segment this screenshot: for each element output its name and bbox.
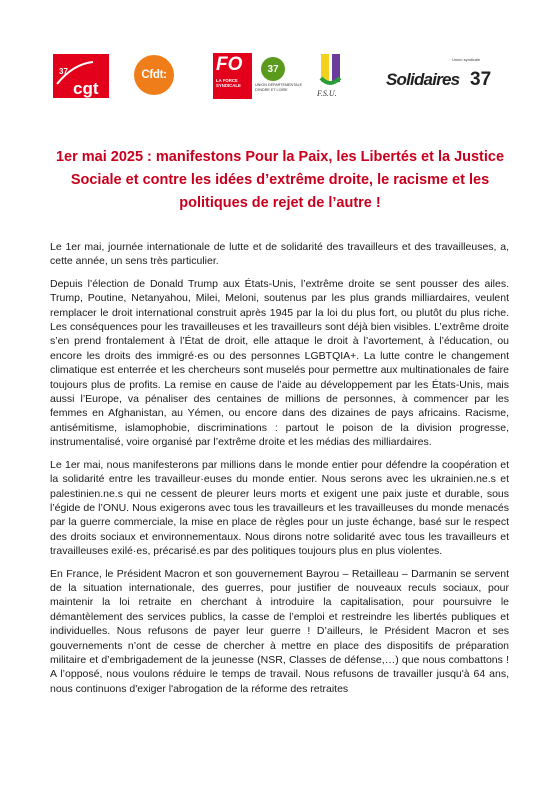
solidaires-word: Solidaires <box>386 70 460 89</box>
cfdt-logo <box>134 55 174 95</box>
fo37-badge: 37 <box>261 57 285 81</box>
fo37-logo <box>255 57 305 97</box>
cgt-label: cgt <box>73 79 99 98</box>
paragraph-mobilisation: Le 1er mai, nous manifesterons par millions dans le monde entier pour défendre la coopération et la solidarité entre les travailleur·euses du monde entier. Nous serons avec les ukrainien.ne.s et palestinien.ne.s qui ne cessent de pleurer leurs morts et exigent une paix juste et durable, sous l’égide de l’ONU. Nous exigerons avec tous les travailleurs et les travailleuses du monde menacés par la guerre commerciale, la mise en place de règles pour un juste échange, basé sur le respect des droits sociaux et environnementaux. Nous dirons notre solidarité avec tous les travailleurs et travailleuses exilé·es, précarisé.es par des politiques toujours plus en plus violentes. <box>50 458 509 558</box>
cfdt-label: Cfdt: <box>141 69 167 81</box>
fo37-text: UNION DÉPARTEMENTALE D'INDRE ET LOIRE <box>255 83 303 92</box>
solidaires-logo <box>386 57 516 90</box>
fo-label: FO <box>216 54 243 75</box>
page-title: 1er mai 2025 : manifestons Pour la Paix, les Libertés et la Justice Sociale et contre les idées d’extrême droite, le racisme et les politiques de rejet de l’autre ! <box>55 149 505 211</box>
cgt-number: 37 <box>59 67 68 76</box>
cgt-logo <box>53 54 109 98</box>
solidaires-number: 37 <box>470 69 492 90</box>
paragraph-trump: Depuis l’élection de Donald Trump aux États-Unis, l’extrême droite se sent pousser des ailes. Trump, Poutine, Netanyahou, Milei, Meloni, soutenus par les plus grands milliardaires, veulent remplacer le droit international construit après 1945 par la loi du plus fort, ou plutôt du plus riche. Les conséquences pour les travailleuses et les travailleurs sont déjà bien visibles. L’extrême droite s’en prend frontalement à l’État de droit, elle attaque le droit à l’avortement, à l’éducation, ou encore les droits des immigré·es ou des personnes LGBTQIA+. La lutte contre le changement climatique est enterrée et les chercheurs sont muselés pour permettre aux multinationales de faire toujours plus de profits. La remise en cause de l’aide au développement par les États-Unis, mais aussi l’Europe, va pénaliser des centaines de millions de personnes, à commencer par les femmes en Afghanistan, au Yémen, ou encore dans des dizaines de pays africains. Racisme, antisémitisme, islamophobie, discriminations : partout le poison de la division progresse, instrumentalisé, voire organisé par l’extrême droite et les médias des milliardaires. <box>50 277 509 449</box>
union-logos-bar <box>50 50 516 100</box>
fsu-logo <box>318 52 346 100</box>
paragraph-france: En France, le Président Macron et son gouvernement Bayrou – Retailleau – Darmanin se servent de la situation internationale, des guerres, pour justifier de nouveaux reculs sociaux, pour maintenir la loi retraite en cherchant à introduire la capitalisation, pour poursuivre le démantèlement des services publics, la casse de l’emploi et restreindre les libertés publiques et individuelles. Nous refusons de payer leur guerre ! D’ailleurs, le Président Macron et ses gouvernements n’ont de cesse de chercher à mettre en place des dispositifs de préparation militaire et d’embrigadement de la jeunesse (NSR, Classes de défense,…) que nous combattons ! A l’opposé, nous voulons réduire le temps de travail. Nous refusons de travailler jusqu'à 64 ans, nous continuons d'exiger l'abrogation de la réforme des retraites <box>50 567 509 695</box>
fo-tagline: LA FORCE SYNDICALE <box>216 78 241 88</box>
body-text <box>50 240 509 704</box>
paragraph-intro: Le 1er mai, journée internationale de lutte et de solidarité des travailleurs et des travailleuses, a, cette année, un sens très particulier. <box>50 241 509 268</box>
fo-logo <box>213 53 252 99</box>
fsu-label: F.S.U. <box>317 89 337 98</box>
solidaires-tagline: Union syndicale <box>452 57 481 62</box>
